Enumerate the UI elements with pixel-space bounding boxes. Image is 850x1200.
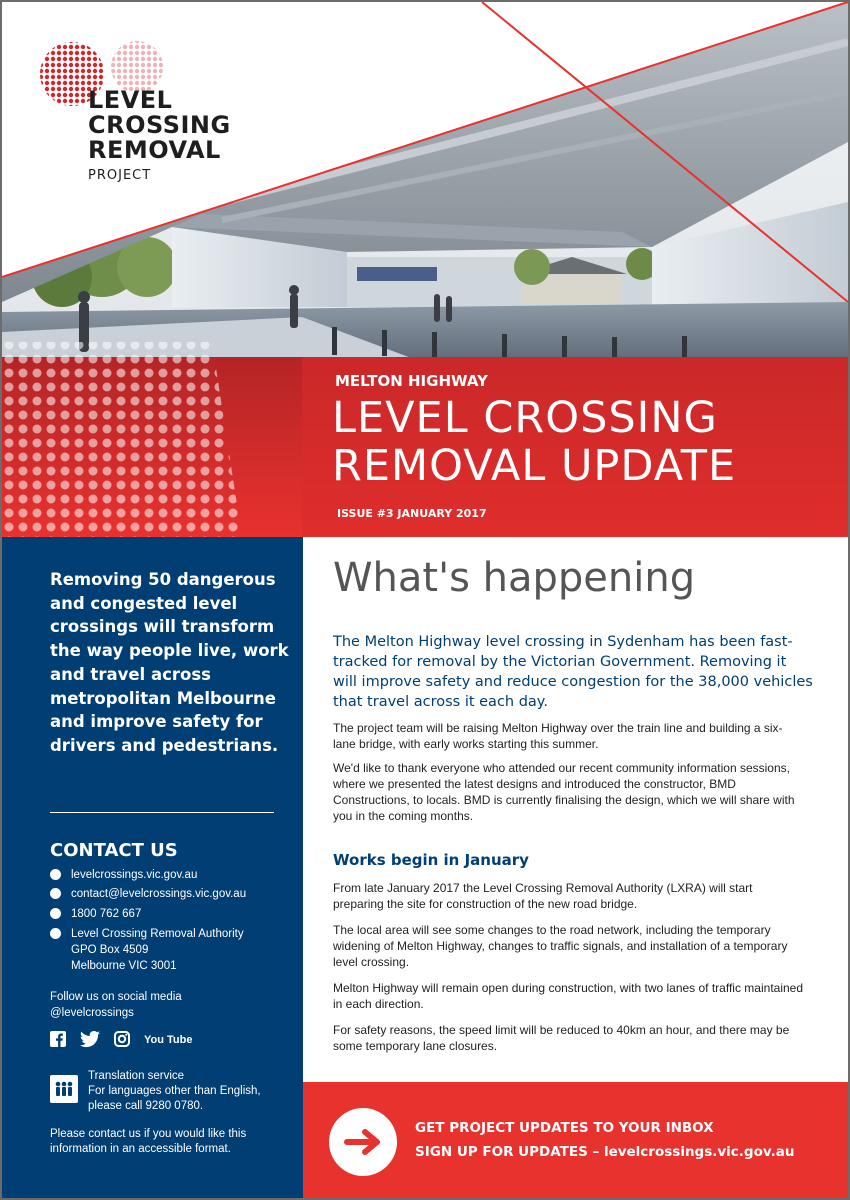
youtube-icon[interactable] [144,1031,193,1052]
sidebar [2,537,303,1198]
twitter-icon[interactable] [80,1031,100,1052]
follow-line: Follow us on social media [50,991,182,1003]
translation-heading: Translation service [88,1070,185,1082]
mail-icon [50,928,61,939]
cta-heading: GET PROJECT UPDATES TO YOUR INBOX [415,1120,714,1136]
contact-website-text: levelcrossings.vic.gov.au [71,869,198,881]
sidebar-intro: Removing 50 dangerous and congested level crossings will transform the way people live, work and travel across metropolitan Melbourne and improve safety for drivers and pedestrians. [50,570,289,755]
contact-phone[interactable] [50,906,141,922]
page-heading: What's happening [333,555,696,601]
logo-word-2: CROSSING [88,111,231,139]
accessible-format-note: Please contact us if you would like this information in an accessible format. [50,1128,247,1155]
email-icon [50,888,61,899]
body-paragraph-6: For safety reasons, the speed limit will be reduced to 40km an hour, and there may be some temporary lane closures. [333,1023,790,1053]
section-heading: Works begin in January [333,851,529,869]
body-paragraph-1: The project team will be raising Melton Highway over the train line and building a six-lane bridge, with early works starting this summer. [333,721,783,751]
hero-title-line-1: LEVEL CROSSING [332,393,718,443]
arrow-right-icon[interactable] [329,1108,397,1176]
body-paragraph-5: Melton Highway will remain open during construction, with two lanes of traffic maintained in each direction. [333,981,804,1011]
social-follow [50,989,182,1021]
contact-address [50,926,244,974]
contact-website[interactable] [50,867,197,883]
logo-word-3: REMOVAL [88,136,221,164]
contact-email[interactable] [50,886,246,902]
hero-title-line-2: REMOVAL UPDATE [332,441,737,491]
hero-subtitle: MELTON HIGHWAY [335,372,488,390]
logo-subtitle: PROJECT [88,168,152,183]
instagram-icon[interactable] [114,1031,130,1052]
signup-link[interactable]: SIGN UP FOR UPDATES – levelcrossings.vic.gov.au [415,1144,795,1160]
translation-service [88,1069,288,1114]
social-icons [50,1031,193,1052]
contact-address-text: Level Crossing Removal Authority GPO Box 4509 Melbourne VIC 3001 [71,928,244,972]
contact-phone-text: 1800 762 667 [71,908,142,920]
hero-title [332,394,736,490]
phone-icon [50,908,61,919]
youtube-you-text: You Tube [144,1034,193,1046]
body-paragraph-4: The local area will see some changes to the road network, including the temporary widening of Melton Highway, changes to traffic signals, and installation of a temporary level crossing. [333,923,788,969]
contact-email-text: contact@levelcrossings.vic.gov.au [71,888,247,900]
social-handle[interactable]: @levelcrossings [50,1007,134,1019]
issue-label: ISSUE #3 JANUARY 2017 [337,507,487,520]
lead-paragraph: The Melton Highway level crossing in Sydenham has been fast-tracked for removal by the Victorian Government. Removing it will improve safety and reduce congestion for the 38,000 vehicles that travel across it each day. [333,634,813,710]
sidebar-divider [50,812,274,813]
logo-word-1: LEVEL [88,86,173,114]
translation-icon [50,1075,78,1103]
body-paragraph-3: From late January 2017 the Level Crossing Removal Authority (LXRA) will start preparing the site for construction of the new road bridge. [333,881,753,911]
body-paragraph-2: We'd like to thank everyone who attended our recent community information sessions, where we presented the latest designs and introduced the constructor, BMD Constructions, to locals. BMD is currently finalising the design, which we will share with you in the coming months. [333,761,795,823]
hero-banner [2,2,848,537]
contact-heading: CONTACT US [50,840,178,861]
facebook-icon[interactable] [50,1031,66,1052]
translation-text: For languages other than English, please call 9280 0780. [88,1085,261,1112]
signup-banner[interactable] [303,1082,848,1198]
main-content [303,537,848,1082]
web-icon [50,869,61,880]
